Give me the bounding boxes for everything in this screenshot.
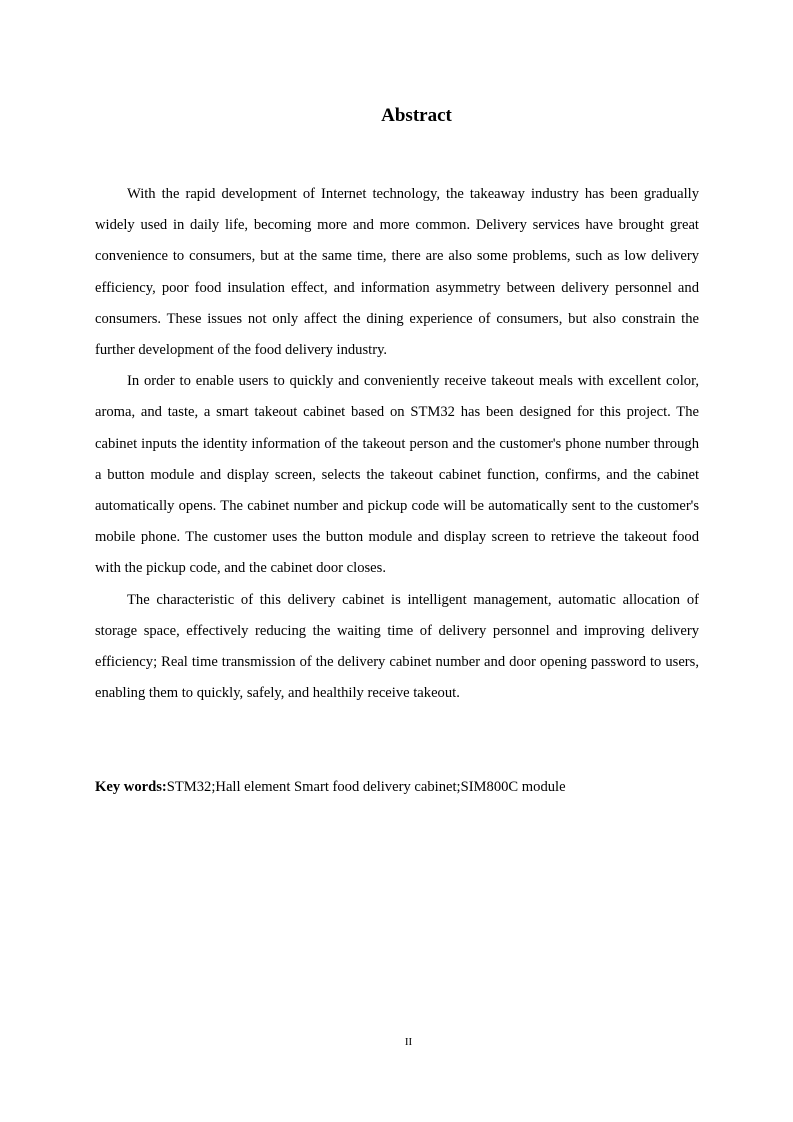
keywords-line	[95, 774, 735, 800]
keywords-label: Key words:	[95, 779, 167, 795]
abstract-paragraph-3: The characteristic of this delivery cabinet is intelligent management, automatic allocation of storage space, effectively reducing the waiting time of delivery personnel and improving delivery efficiency; Real time transmission of the delivery cabinet number and door opening password to users, enabling them to quickly, safely, and healthily receive takeout.	[95, 591, 699, 702]
keywords-text: STM32;Hall element Smart food delivery cabinet;SIM800C module	[166, 779, 566, 795]
abstract-paragraph-2: In order to enable users to quickly and conveniently receive takeout meals with excellent color, aroma, and taste, a smart takeout cabinet based on STM32 has been designed for this project. The cabinet inputs the identity information of the takeout person and the customer's phone number through a button module and display screen, selects the takeout cabinet function, confirms, and the cabinet automatically opens. The cabinet number and pickup code will be automatically sent to the customer's mobile phone. The customer uses the button module and display screen to retrieve the takeout food with the pickup code, and the cabinet door closes.	[95, 373, 699, 577]
abstract-body	[95, 179, 699, 709]
page-number: II	[404, 1036, 413, 1048]
abstract-title: Abstract	[381, 105, 452, 126]
abstract-paragraph-1: With the rapid development of Internet technology, the takeaway industry has been gradually widely used in daily life, becoming more and more common. Delivery services have brought great convenience to consumers, but at the same time, there are also some problems, such as low delivery efficiency, poor food insulation effect, and information asymmetry between delivery personnel and consumers. These issues not only affect the dining experience of consumers, but also constrain the further development of the food delivery industry.	[95, 186, 699, 359]
